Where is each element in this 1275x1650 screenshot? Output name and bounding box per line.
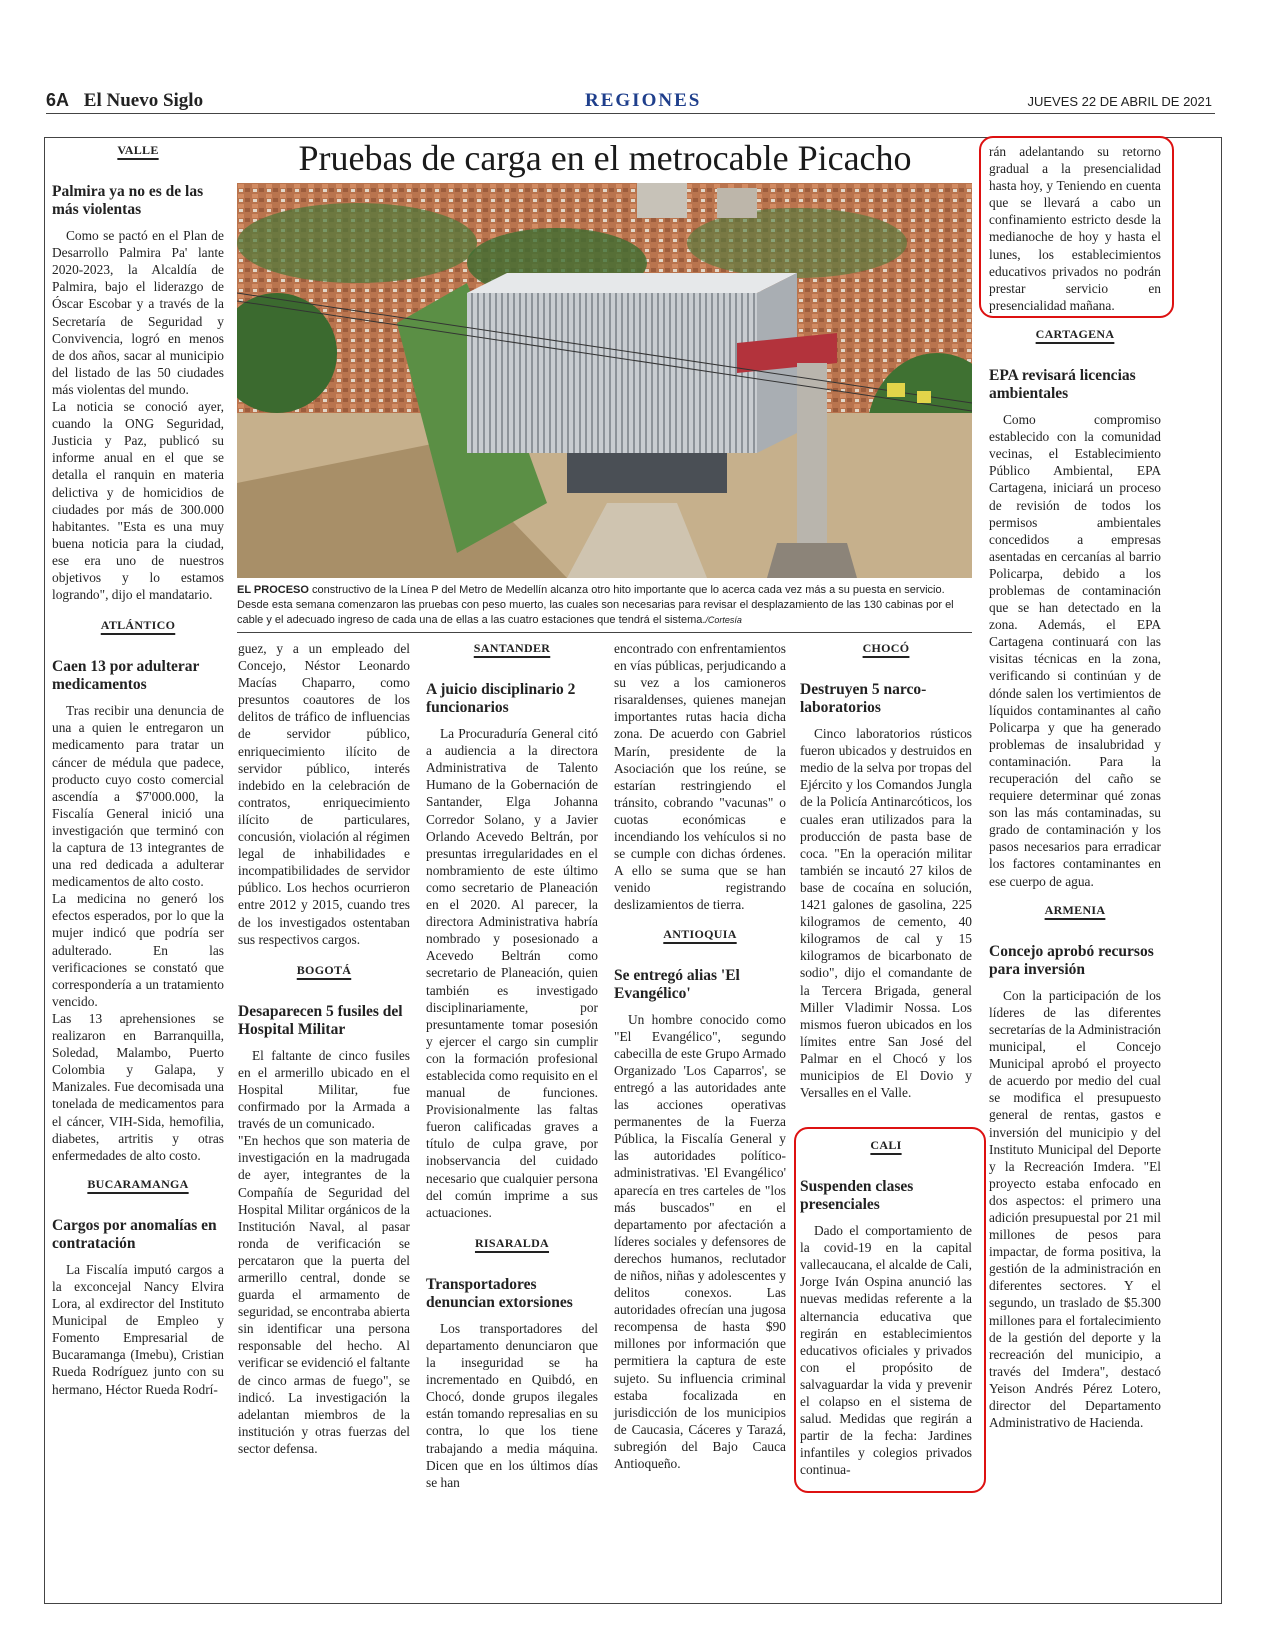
headline-antioquia: Se entregó alias 'El Evangélico' <box>614 966 740 1002</box>
newspaper-name: El Nuevo Siglo <box>83 90 204 111</box>
metrocable-photo <box>237 183 972 578</box>
section-label-atlantico: ATLÁNTICO <box>100 618 176 633</box>
highlight-box-cali <box>794 1127 986 1493</box>
body-bucaramanga-2: guez, y a un empleado del Concejo, Néstor Leonardo Macías Chaparro, como presuntos coautores de los delitos de tráfico de influencias de servidor público, enriquecimiento ilícito de servidor público, interés indebido en la celebración de contratos, enriquecimiento ilícito de particulares, concusión, violación al régimen legal de inhabilidades e incompatibilidades de servidor público. Los hechos ocurrieron entre 2012 y 2015, cuando tres de los investigados ostentaban sus respectivos cargos. <box>238 641 410 947</box>
section-label-valle: VALLE <box>117 143 159 157</box>
body-atlantico-3: Las 13 aprehensiones se realizaron en Barranquilla, Soledad, Malambo, Puerto Colombia y Galapa, y Manizales. Fue decomisada una tonelada de medicamentos para el cáncer, VIH-Sida, hemofilia, diabetes, artritis y otras enfermedades de alto costo. <box>52 1010 224 1163</box>
body-armenia-1: Con la participación de los líderes de las diferentes secretarías de la Administración municipal, el Concejo Municipal aprobó el proyecto de acuerdo por medio del cual se modifica el presupuesto general de rentas, gastos e inversión del municipio y del Instituto Municipal del Deporte y la Recreación Imdera. "El proyecto estaba enfocado en dos aspectos: el primero una adición presupuestal por 21 mil millones de pesos para impactar, de forma positiva, la gestión de la administración en diferentes sectores. Y el segundo, un traslado de $5.300 millones para el fortalecimiento de la gestión del deporte y la recreación del municipio, a través del Imdera", destacó Yeison Andrés Pérez Lotero, director del Departamento Administrativo de Hacienda. <box>989 987 1161 1431</box>
column-2 <box>238 640 410 1457</box>
caption-lead: EL PROCESO <box>237 584 309 596</box>
caption-divider <box>237 632 972 633</box>
section-label-cali: CALI <box>870 1138 902 1152</box>
column-3 <box>426 640 598 1491</box>
body-atlantico-2: La medicina no generó los efectos esperados, por lo que la mujer indicó que podría ser adulterado. En las verificaciones se constató que correspondería a un tratamiento vencido. <box>52 891 224 1009</box>
photo-caption <box>237 583 972 628</box>
body-valle-2: La noticia se conoció ayer, cuando la ONG Seguridad, Justicia y Paz, publicó su informe anual en el que se detalla el ranquin en materia delictiva y de homicidios de ciudades por más de 300.000 habitantes. "Esta es una muy buena noticia para la ciudad, ese era uno de nuestros objetivos y lo estamos logrando", dijo el mandatario. <box>52 399 224 603</box>
body-bucaramanga-1: La Fiscalía imputó cargos a la exconcejal Nancy Elvira Lora, al exdirector del Instituto Municipal de Empleo y Fomento Empresarial de Bucaramanga (Imebu), Cristian Rueda Rodríguez junto con su hermano, Héctor Rueda Rodrí- <box>52 1261 224 1397</box>
section-label-bucaramanga: BUCARAMANGA <box>87 1176 189 1191</box>
section-label-antioquia: ANTIOQUIA <box>663 926 737 941</box>
body-valle-1: Como se pactó en el Plan de Desarrollo Palmira Pa' lante 2020-2023, la Alcaldía de Palmira, bajo el liderazgo de Óscar Escobar y a través de la Secretaría de Seguridad y Convivencia, logró en menos de dos años, sacar al municipio del listado de las 50 ciudades más violentas del mundo. <box>52 228 224 397</box>
body-risaralda-2: encontrado con enfrentamientos en vías públicas, perjudicando a su vez a los camioneros risaraldenses, quienes manejan importantes rutas hacia dicha zona. De acuerdo con Gabriel Marín, presidente de la Asociación que los reúne, se estarían restringiendo el tránsito, cobrando "vacunas" o cuotas económicas e incendiando los vehículos si no se cumple con dichas órdenes. A ello se suma que se han venido registrando deslizamientos de tierra. <box>614 641 786 913</box>
body-bogota-2: "En hechos que son materia de investigación en la madrugada de ayer, integrantes de la Compañía de Seguridad del Hospital Militar orgánicos de la Institución Naval, al pasar ronda de verificación se percataron que la puerta del armerillo central, donde se guarda el armamento de seguridad, se encontraba abierta sin identificar una persona responsable del hecho. Al verificar se evidenció el faltante de cinco armas de fuego", se indicó. La investigación la adelantan miembros de la institución y otras fuerzas del sector defensa. <box>238 1133 410 1456</box>
headline-bucaramanga: Cargos por anomalías en contratación <box>52 1216 217 1252</box>
body-cali-2: rán adelantando su retorno gradual a la presencialidad hasta hoy, y Teniendo en cuenta que se llevará a cabo un confinamiento estricto desde la medianoche de hoy y hasta el lunes, los establecimientos educativos privados no podrán prestar servicio en presencialidad mañana. <box>989 144 1161 313</box>
publication-date: JUEVES 22 DE ABRIL DE 2021 <box>1027 94 1212 109</box>
column-4 <box>614 640 786 1472</box>
headline-cali: Suspenden clases presenciales <box>800 1178 914 1214</box>
headline-risaralda: Transportadores denuncian extorsiones <box>426 1275 573 1311</box>
column-1 <box>52 142 224 1398</box>
body-cali-1: Dado el comportamiento de la covid-19 en la capital vallecaucana, el alcalde de Cali, Jorge Iván Ospina anunció las nuevas medidas referente a la alternancia educativa que regirán en establecimientos educativos oficiales y privados con el propósito de salvaguardar la vida y prevenir el colapso en el sistema de salud. Medidas que regirán a partir de la fecha: Jardines infantiles y colegios privados continua- <box>800 1223 972 1478</box>
body-atlantico-1: Tras recibir una denuncia de una a quien le entregaron un medicamento para tratar un cáncer de médula que padece, producto cuyo costo comercial ascendía a $7'000.000, la Fiscalía General inició una investigación que terminó con la captura de 13 integrantes de una red dedicada a adulterar medicamentos de alto costo. <box>52 703 224 890</box>
main-headline: Pruebas de carga en el metrocable Picacho <box>298 138 912 178</box>
headline-cartagena: EPA revisará licencias ambientales <box>989 367 1136 403</box>
column-5 <box>800 640 972 1101</box>
headline-valle: Palmira ya no es de las más violentas <box>52 183 204 219</box>
header-divider <box>46 113 1215 114</box>
column-6 <box>989 143 1161 1431</box>
page-header-left <box>46 90 203 112</box>
section-label-cartagena: CARTAGENA <box>1035 326 1115 341</box>
page-number: 6A <box>46 90 70 110</box>
body-antioquia-1: Un hombre conocido como "El Evangélico", segundo cabecilla de este Grupo Armado Organizado 'Los Caparros', se entregó a las autoridades ante las acciones operativas permanentes de la Fuerza Pública, la Fiscalía General y las autoridades político-administrativas. 'El Evangélico' aparecía en tres carteles de "los más buscados" en el departamento por afectación a líderes sociales y defensores de derechos humanos, reclutador de niños, niñas y adolescentes y delitos conexos. Las autoridades ofrecían una jugosa recompensa de hasta $90 millones por información que permitiera la captura de este sujeto. Su influencia criminal estaba focalizada en jurisdicción de los municipios de Caucasia, Cáceres y Tarazá, subregión del Bajo Cauca Antioqueño. <box>614 1011 786 1472</box>
caption-credit: /Cortesía <box>705 615 742 625</box>
body-cartagena-1: Como compromiso establecido con la comunidad vecinas, el Establecimiento Público Ambiental, EPA Cartagena, iniciará un proceso de revisión de todos los permisos ambientales concedidos a empresas asentadas en cercanías al barrio Policarpa, debido a los problemas de contaminación que se han detectado en la zona. Además, el EPA Cartagena continuará con las visitas técnicas en la zona, verificando si continúan y de dónde salen los vertimientos de líquidos contaminantes al caño Policarpa y que ha generado problemas de insalubridad y contaminación. Para la recuperación del caño se requiere determinar qué zonas son las más contaminadas, su grado de contaminación y los pasos necesarios para erradicar los factores contaminantes en ese cuerpo de agua. <box>989 412 1161 889</box>
headline-santander: A juicio disciplinario 2 funcionarios <box>426 681 576 717</box>
headline-choco: Destruyen 5 narco-laboratorios <box>800 681 927 717</box>
section-label-santander: SANTANDER <box>473 641 551 655</box>
headline-atlantico: Caen 13 por adulterar medicamentos <box>52 658 200 694</box>
body-bogota-1: El faltante de cinco fusiles en el armerillo ubicado en el Hospital Militar, fue confirmado por la Armada a través de un comunicado. <box>238 1047 410 1132</box>
section-label-bogota: BOGOTÁ <box>296 962 352 977</box>
section-label-choco: CHOCÓ <box>862 641 910 655</box>
caption-text: constructivo de la Línea P del Metro de Medellín alcanza otro hito importante que lo acerca cada vez más a su puesta en servicio. Desde esta semana comenzaron las pruebas con peso muerto, las cuales son necesarias para revisar el desplazamiento de las 130 cabinas por el cable y el adecuado ingreso de cada una de ellas a las cuatro estaciones que tendrá el sistema. <box>237 584 954 626</box>
body-risaralda-1: Los transportadores del departamento denunciaron que la inseguridad se ha incrementado en Quibdó, en Chocó, donde grupos ilegales están tomando represalias en su contra, lo que los tiene trabajando a media máquina. Dicen que en los últimos días se han <box>426 1320 598 1490</box>
body-santander-1: La Procuraduría General citó a audiencia a la directora Administrativa de Talento Humano de la Gobernación de Santander, Elga Johanna Corredor Solano, y a Javier Orlando Acevedo Beltrán, por presuntas irregularidades en el nombramiento de este último como secretario de Planeación en el 2020. Al parecer, la directora Administrativa habría nombrado y posesionado a Acevedo Beltrán como secretario de Planeación, quien también es investigado disciplinariamente, por presuntamente tomar posesión y ejercer el cargo sin cumplir con la formación profesional establecida como requisito en el manual de funciones. Provisionalmente las faltas fueron calificadas graves a título de culpa grave, por inobservancia del cuidado necesario que cualquier persona del común imprime a sus actuaciones. <box>426 726 598 1220</box>
section-label-risaralda: RISARALDA <box>474 1235 550 1250</box>
section-name: REGIONES <box>585 90 702 111</box>
headline-armenia: Concejo aprobó recursos para inversión <box>989 942 1154 978</box>
body-choco-1: Cinco laboratorios rústicos fueron ubicados y destruidos en medio de la selva por tropas del Ejército y los Comandos Jungla de la Policía Antinarcóticos, los cuales eran utilizados para la producción de pasta base de coca. "En la operación militar también se incautó 27 kilos de base de cocaína en solución, 1421 galones de gasolina, 225 kilogramos de cemento, 40 kilogramos de cal y 15 kilogramos de bicarbonato de sodio", dijo el comandante de la Tercera Brigada, general Miller Vladimir Nossa. Los mismos fueron ubicados en los límites entre San José del Palmar en el Chocó y los municipios de El Dovio y Versalles en el Valle. <box>800 726 972 1101</box>
section-label-armenia: ARMENIA <box>1044 902 1106 917</box>
headline-bogota: Desaparecen 5 fusiles del Hospital Militar <box>238 1002 403 1038</box>
highlight-box-top-right <box>979 136 1174 318</box>
